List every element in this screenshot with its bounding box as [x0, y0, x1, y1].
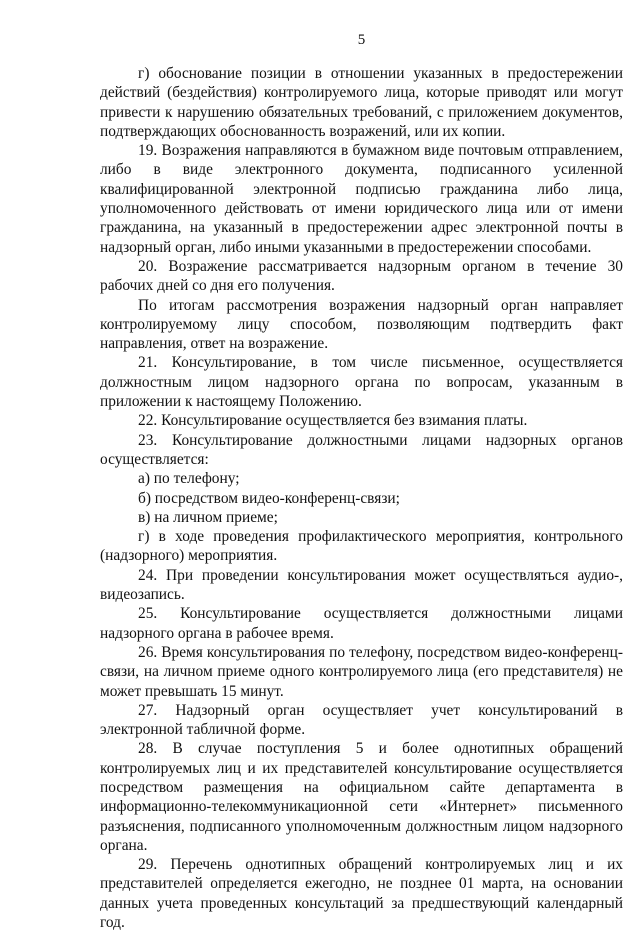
paragraph-27: 27. Надзорный орган осуществляет учет консультирований в электронной табличной форме. — [100, 701, 623, 739]
paragraph-24: 24. При проведении консультирования может осуществляться аудио-, видеозапись. — [100, 566, 623, 604]
paragraph-19: 19. Возражения направляются в бумажном виде почтовым отправлением, либо в виде электронного документа, подписанного усиленной квалифицированной электронной подписью гражданина либо лица, уполномоченного действовать от имени юридического лица или от имени гражданина, на указанный в предостережении адрес электронной почты в надзорный орган, либо иными указанными в предостережении способами. — [100, 142, 623, 256]
paragraph-28: 28. В случае поступления 5 и более однотипных обращений контролируемых лиц и их представителей консультирование осуществляется посредством размещения на официальном сайте департамента в информационно-телекоммуникационной сети «Интернет» письменного разъяснения, подписанного уполномоченным должностным лицом надзорного органа. — [100, 740, 623, 854]
paragraph-26: 26. Время консультирования по телефону, посредством видео-конференц-связи, на личном приеме одного контролируемого лица (его представителя) не может превышать 15 минут. — [100, 643, 623, 700]
paragraph-29: 29. Перечень однотипных обращений контролируемых лиц и их представителей определяется ежегодно, не позднее 01 марта, на основании данных учета проведенных консультаций за предшествующий календарный год. — [100, 856, 623, 932]
paragraph-21: 21. Консультирование, в том числе письменное, осуществляется должностным лицом надзорного органа по вопросам, указанным в приложении к настоящему Положению. — [100, 354, 623, 411]
paragraph-objection-justification: г) обоснование позиции в отношении указанных в предостережении действий (бездействия) контролируемого лица, которые приводят или могут привести к нарушению обязательных требований, с приложением документов, подтверждающих обоснованность возражений, или их копии. — [100, 65, 623, 140]
paragraph-23: 23. Консультирование должностными лицами надзорных органов осуществляется: — [100, 431, 623, 468]
list-item-event: г) в ходе проведения профилактического мероприятия, контрольного (надзорного) мероприятия. — [100, 528, 623, 565]
list-item-personal: в) на личном приеме; — [138, 508, 278, 526]
list-item-video: б) посредством видео-конференц-связи; — [138, 489, 400, 507]
list-item-phone: а) по телефону; — [138, 470, 240, 488]
paragraph-objection-result: По итогам рассмотрения возражения надзорный орган направляет контролируемому лицу способом, позволяющим подтвердить факт направления, ответ на возражение. — [100, 296, 623, 353]
paragraph-22: 22. Консультирование осуществляется без взимания платы. — [138, 412, 528, 430]
paragraph-25: 25. Консультирование осуществляется должностными лицами надзорного органа в рабочее время. — [100, 605, 623, 642]
document-page — [100, 30, 623, 932]
paragraph-20: 20. Возражение рассматривается надзорным органом в течение 30 рабочих дней со дня его получения. — [100, 257, 623, 295]
page-number: 5 — [357, 32, 366, 48]
